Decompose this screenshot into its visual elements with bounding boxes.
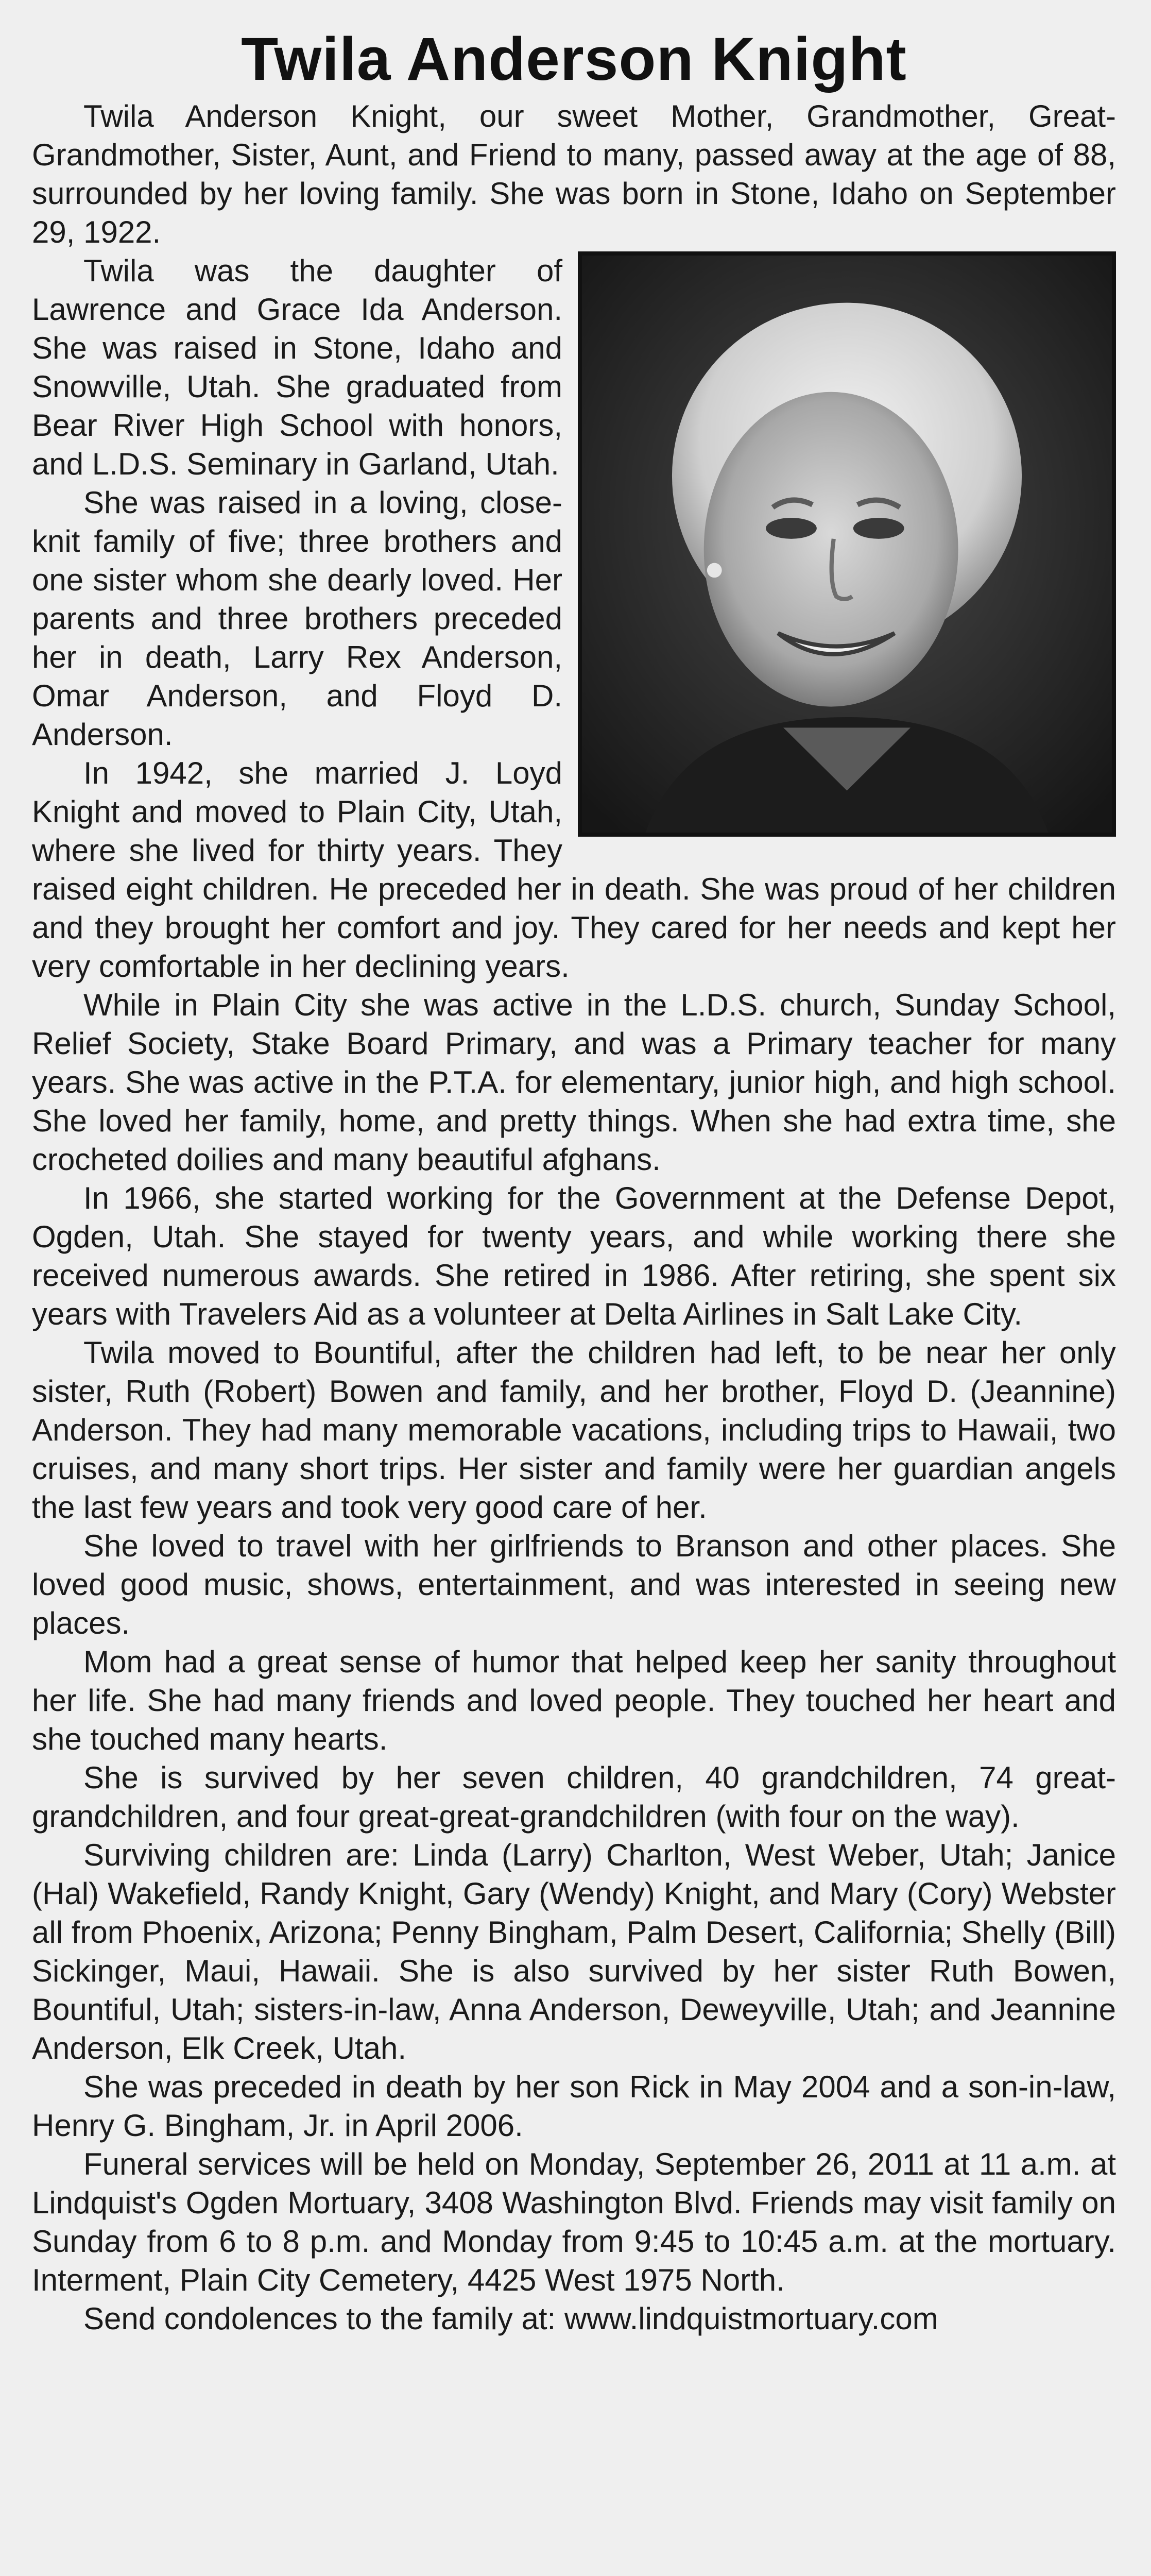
paragraph-funeral: Funeral services will be held on Monday, September 26, 2011 at 11 a.m. at Lindquist's Ogden Mortuary, 3408 Washington Blvd. Friends may visit family on Sunday from 6 to 8 p.m. and Monday from 9:45 to 10:45 a.m. at the mortuary. Interment, Plain City Cemetery, 4425 West 1975 North. xyxy=(32,2147,1116,2297)
portrait-photo xyxy=(578,251,1116,837)
obituary-body xyxy=(32,97,1116,2338)
paragraph-humor: Mom had a great sense of humor that helped keep her sanity throughout her life. She had many friends and loved people. They touched her heart and she touched many hearts. xyxy=(32,1645,1116,1756)
paragraph-family: She was raised in a loving, close-knit family of five; three brothers and one sister whom she dearly loved. Her parents and three brothers preceded her in death, Larry Rex Anderson, Omar Anderson, and Floyd D. Anderson. xyxy=(32,485,562,752)
paragraph-survived: She is survived by her seven children, 40 grandchildren, 74 great-grandchildren, and four great-great-grandchildren (with four on the way). xyxy=(32,1760,1116,1834)
paragraph-bountiful: Twila moved to Bountiful, after the children had left, to be near her only sister, Ruth (Robert) Bowen and family, and her brother, Floyd D. (Jeannine) Anderson. They had many memorable vacations, including trips to Hawaii, two cruises, and many short trips. Her sister and family were her guardian angels the last few years and took very good care of her. xyxy=(32,1335,1116,1524)
paragraph-career: In 1966, she started working for the Government at the Defense Depot, Ogden, Utah. She stayed for twenty years, and while working there she received numerous awards. She retired in 1986. After retiring, she spent six years with Travelers Aid as a volunteer at Delta Airlines in Salt Lake City. xyxy=(32,1181,1116,1331)
paragraph-parents: Twila was the daughter of Lawrence and Grace Ida Anderson. She was raised in Stone, Idaho and Snowville, Utah. She graduated from Bear River High School with honors, and L.D.S. Seminary in Garland, Utah. xyxy=(32,253,562,481)
paragraph-surviving-children: Surviving children are: Linda (Larry) Charlton, West Weber, Utah; Janice (Hal) Wakefield, Randy Knight, Gary (Wendy) Knight, and Mary (Cory) Webster all from Phoenix, Arizona; Penny Bingham, Palm Desert, California; Shelly (Bill) Sickinger, Maui, Hawaii. She is also survived by her sister Ruth Bowen, Bountiful, Utah; sisters-in-law, Anna Anderson, Deweyville, Utah; and Jeannine Anderson, Elk Creek, Utah. xyxy=(32,1838,1116,2065)
paragraph-plain-city: While in Plain City she was active in the L.D.S. church, Sunday School, Relief Society, Stake Board Primary, and was a Primary teacher for many years. She was active in the P.T.A. for elementary, junior high, and high school. She loved her family, home, and pretty things. When she had extra time, she crocheted doilies and many beautiful afghans. xyxy=(32,988,1116,1177)
portrait-icon xyxy=(582,256,1112,833)
paragraph-condolences: Send condolences to the family at: www.lindquistmortuary.com xyxy=(83,2301,938,2336)
paragraph-travel: She loved to travel with her girlfriends to Branson and other places. She loved good music, shows, entertainment, and was interested in seeing new places. xyxy=(32,1529,1116,1640)
obituary-title: Twila Anderson Knight xyxy=(241,25,907,93)
paragraph-intro: Twila Anderson Knight, our sweet Mother, Grandmother, Great-Grandmother, Sister, Aunt, and Friend to many, passed away at the age of 88, surrounded by her loving family. She was born in Stone, Idaho on September 29, 1922. xyxy=(32,99,1116,249)
paragraph-marriage: In 1942, she married J. Loyd Knight and moved to Plain City, Utah, where she lived for thirty years. They raised eight children. He preceded her in death. She was proud of her children and they brought her comfort and joy. They cared for her needs and kept her very comfortable in her declining years. xyxy=(32,756,1116,984)
paragraph-preceded: She was preceded in death by her son Rick in May 2004 and a son-in-law, Henry G. Bingham, Jr. in April 2006. xyxy=(32,2070,1116,2143)
